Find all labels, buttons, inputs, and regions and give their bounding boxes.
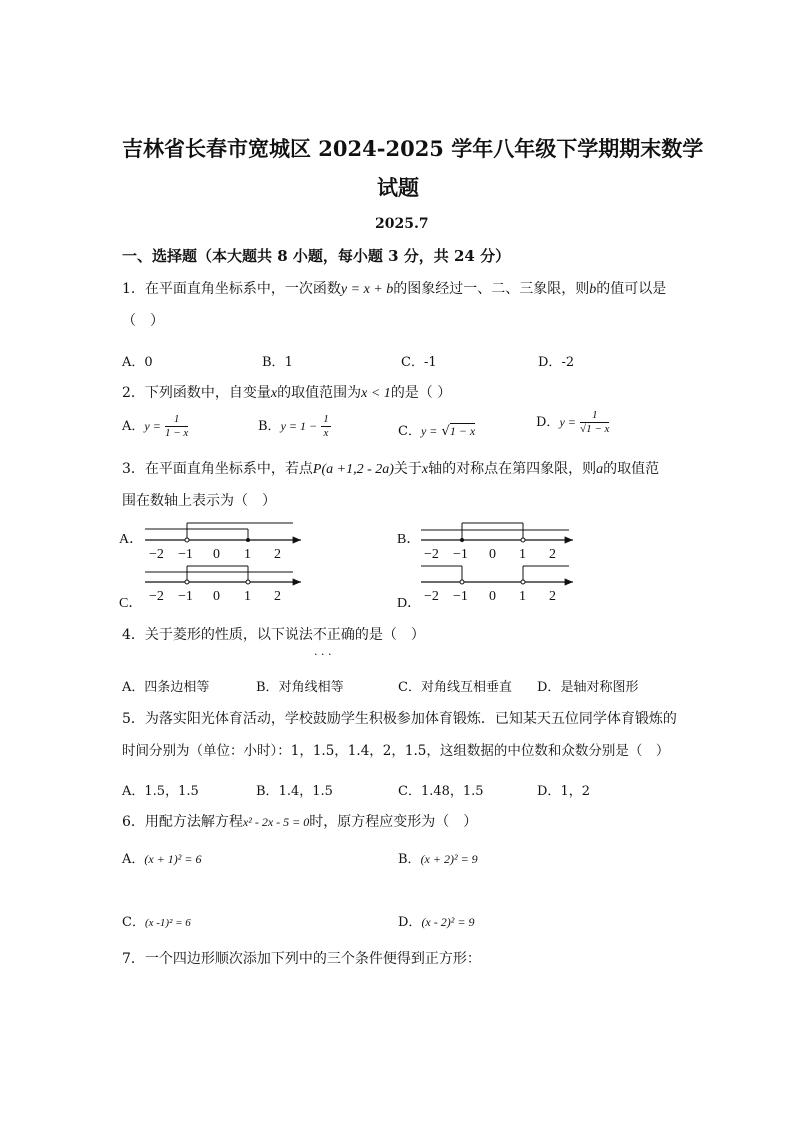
q3-c-open-point-left [185, 580, 189, 584]
q6-option-c[interactable]: C．(x -1)² = 6 [122, 915, 191, 930]
q1-option-c[interactable]: C．-1 [401, 355, 437, 370]
q1-option-b[interactable]: B．1 [262, 355, 293, 370]
q3-option-c-label[interactable]: C． [119, 596, 143, 611]
q6-equation: x² - 2x - 5 = 0 [242, 815, 310, 829]
q3-option-d-label[interactable]: D． [397, 596, 422, 611]
document-title-line2: 试题 [377, 175, 419, 200]
svg-text:−1: −1 [178, 547, 193, 562]
q3-option-d-line[interactable] [421, 566, 573, 604]
q3-a-open-point [185, 538, 189, 542]
q2-cond: x < 1 [361, 386, 391, 401]
q3-point: P(a +1,2 - 2a) [312, 462, 394, 477]
svg-text:2: 2 [274, 589, 281, 604]
q5-option-d[interactable]: D．1，2 [537, 784, 590, 799]
svg-text:−1: −1 [453, 547, 468, 562]
q6-option-a[interactable]: A．(x + 1)² = 6 [122, 852, 202, 867]
q4-emphasis-dots: · · · [314, 648, 332, 661]
svg-text:−2: −2 [424, 589, 439, 604]
question-7: 7．一个四边形顺次添加下列中的三个条件便得到正方形： [122, 951, 481, 967]
section-heading: 一、选择题（本大题共 8 小题，每小题 3 分，共 24 分） [122, 247, 511, 265]
svg-text:−1: −1 [178, 589, 193, 604]
document-date: 2025.7 [375, 216, 429, 232]
q6-option-b[interactable]: B．(x + 2)² = 9 [398, 852, 478, 867]
svg-text:1: 1 [519, 547, 526, 562]
q3-option-c-line[interactable] [145, 566, 301, 604]
q3-option-b-label[interactable]: B． [397, 532, 421, 547]
q2-option-c[interactable]: C．y = √1 − x [398, 424, 476, 439]
svg-text:2: 2 [274, 547, 281, 562]
q1-var: b [589, 282, 597, 297]
q1-option-d[interactable]: D．-2 [538, 355, 575, 370]
q3-option-a-label[interactable]: A． [119, 532, 144, 547]
q1-text-a: 1．在平面直角坐标系中，一次函数 [122, 281, 341, 297]
q3-option-a-line[interactable] [145, 523, 301, 562]
q1-expr: y = x + b [340, 282, 394, 297]
q1-text-b: 的图象经过一、二、三象限，则 [393, 281, 590, 297]
svg-text:−2: −2 [149, 547, 164, 562]
q3-a-solid-point [246, 538, 250, 542]
q1-text-c: 的值可以是 [596, 281, 667, 297]
q5-option-b[interactable]: B．1.4，1.5 [256, 784, 333, 799]
svg-text:0: 0 [489, 547, 496, 562]
q3-d-open-point-left [460, 580, 464, 584]
svg-text:−2: −2 [149, 589, 164, 604]
q3-b-solid-point [460, 538, 464, 542]
q6-option-d[interactable]: D．(x - 2)² = 9 [398, 915, 475, 930]
question-3: 3．在平面直角坐标系中，若点P(a +1,2 - 2a)关于x轴的对称点在第四象限，则a的取值范 [122, 461, 660, 477]
question-5-line1: 5．为落实阳光体育活动，学校鼓励学生积极参加体育锻炼．已知某天五位同学体育锻炼的 [122, 711, 677, 727]
q3-c-open-point-right [246, 580, 250, 584]
svg-text:0: 0 [213, 547, 220, 562]
svg-text:0: 0 [489, 589, 496, 604]
svg-text:1: 1 [519, 589, 526, 604]
svg-text:2: 2 [549, 547, 556, 562]
q1-paren: （ ） [122, 313, 164, 329]
svg-text:2: 2 [549, 589, 556, 604]
question-3-line2: 围在数轴上表示为（ ） [122, 493, 276, 509]
q3-b-open-point [521, 538, 525, 542]
question-2: 2．下列函数中，自变量x的取值范围为x < 1的是（ ） [122, 385, 452, 401]
svg-text:0: 0 [213, 589, 220, 604]
svg-text:1: 1 [244, 547, 251, 562]
document-title-line1: 吉林省长春市宽城区 2024-2025 学年八年级下学期期末数学 [122, 136, 704, 161]
q2-option-b[interactable]: B．y = 1 − $\frac{1}{x}$ [258, 413, 329, 439]
svg-text:−1: −1 [453, 589, 468, 604]
question-4: 4．关于菱形的性质，以下说法不正确的是（ ） [122, 627, 425, 643]
svg-text:1: 1 [244, 589, 251, 604]
q3-option-b-line[interactable] [421, 523, 573, 562]
q1-option-a[interactable]: A．0 [122, 355, 153, 370]
question-5-line2: 时间分别为（单位：小时）：1，1.5，1.4，2，1.5，这组数据的中位数和众数分别是（ ） [122, 743, 670, 759]
q3-d-open-point-right [521, 580, 525, 584]
q4-option-b[interactable]: B．对角线相等 [256, 680, 344, 695]
q2-var: x [270, 386, 278, 401]
question-6: 6．用配方法解方程x² - 2x - 5 = 0时，原方程应变形为（ ） [122, 814, 478, 830]
q2-option-a[interactable]: A．y = $\frac{1}{1 - x}$ [122, 413, 189, 439]
q4-option-c[interactable]: C．对角线互相垂直 [398, 680, 512, 695]
q4-option-a[interactable]: A．四条边相等 [122, 680, 210, 695]
q2-option-d[interactable]: D．y = $\frac{1}{√1 - x}$ [536, 409, 610, 435]
q5-option-c[interactable]: C．1.48，1.5 [398, 784, 484, 799]
svg-text:−2: −2 [424, 547, 439, 562]
q4-option-d[interactable]: D．是轴对称图形 [537, 680, 639, 695]
question-1 [122, 278, 666, 298]
q5-option-a[interactable]: A．1.5，1.5 [122, 784, 199, 799]
q3-number-lines [115, 518, 585, 618]
